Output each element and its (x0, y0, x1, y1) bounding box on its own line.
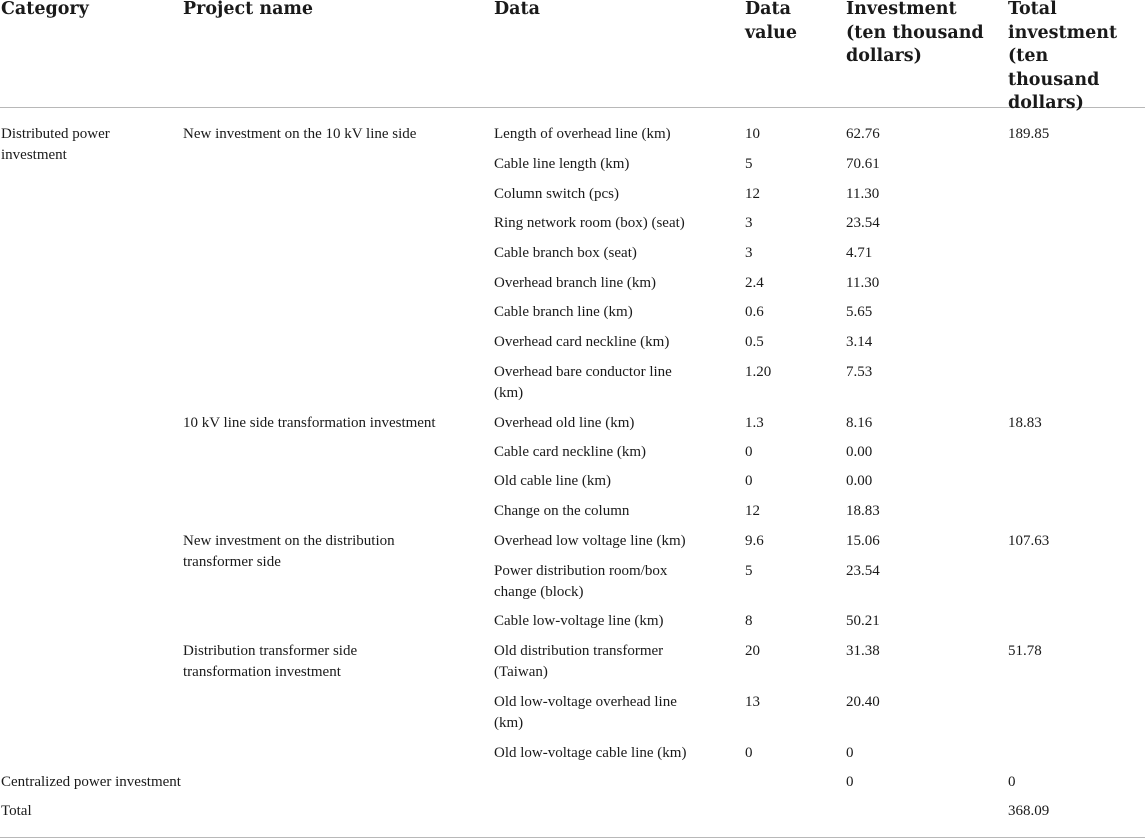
investment-cell: 31.38 (846, 643, 880, 659)
data-cell: Overhead old line (km) (494, 415, 635, 431)
data-value-cell: 0.6 (745, 304, 764, 320)
data-cell: Old cable line (km) (494, 473, 612, 489)
grand-total-value: 368.09 (1008, 803, 1050, 819)
investment-cell: 8.16 (846, 415, 873, 431)
data-value-cell: 9.6 (745, 533, 764, 549)
project-name-cell: New investment on the distribution transformer side (183, 533, 395, 570)
investment-cell: 62.76 (846, 126, 880, 142)
investment-cell: 3.14 (846, 334, 873, 350)
data-value-cell: 20 (745, 643, 760, 659)
data-value-cell: 13 (745, 694, 760, 710)
data-value-cell: 0 (745, 473, 753, 489)
category-cell: Distributed power investment (1, 126, 110, 163)
data-value-cell: 3 (745, 215, 753, 231)
investment-cell: 5.65 (846, 304, 873, 320)
data-cell: Overhead low voltage line (km) (494, 533, 686, 549)
data-value-cell: 5 (745, 563, 753, 579)
data-value-cell: 1.3 (745, 415, 764, 431)
total-label: Total (1, 803, 32, 819)
data-cell: Length of overhead line (km) (494, 126, 671, 142)
total-cell: 0 (1008, 774, 1016, 790)
data-value-cell: 10 (745, 126, 760, 142)
header-total-investment: Total investment (ten thousand dollars) (1008, 0, 1118, 113)
header-project-name: Project name (183, 0, 314, 19)
data-value-cell: 12 (745, 503, 760, 519)
data-value-cell: 0 (745, 444, 753, 460)
data-value-cell: 2.4 (745, 275, 764, 291)
investment-cell: 7.53 (846, 364, 873, 380)
header-data: Data (494, 0, 540, 19)
investment-cell: 23.54 (846, 215, 880, 231)
data-value-cell: 0.5 (745, 334, 764, 350)
header-category: Category (1, 0, 89, 19)
header-data-value: Data value (745, 0, 798, 43)
project-total-cell: 189.85 (1008, 126, 1050, 142)
data-cell: Old distribution transformer (Taiwan) (494, 643, 664, 680)
data-value-cell: 1.20 (745, 364, 772, 380)
project-name-cell: New investment on the 10 kV line side (183, 126, 417, 142)
data-cell: Cable line length (km) (494, 156, 630, 172)
investment-cell: 0 (846, 774, 854, 790)
data-value-cell: 8 (745, 613, 753, 629)
investment-cell: 70.61 (846, 156, 880, 172)
bottom-rule (0, 837, 1145, 838)
investment-cell: 4.71 (846, 245, 873, 261)
data-cell: Overhead bare conductor line (km) (494, 364, 672, 401)
investment-cell: 11.30 (846, 186, 880, 202)
data-cell: Old low-voltage cable line (km) (494, 745, 687, 761)
project-name-cell: 10 kV line side transformation investment (183, 415, 436, 431)
header-investment: Investment (ten thousand dollars) (846, 0, 984, 66)
investment-cell: 0.00 (846, 473, 873, 489)
data-cell: Cable card neckline (km) (494, 444, 647, 460)
investment-cell: 15.06 (846, 533, 880, 549)
investment-cell: 11.30 (846, 275, 880, 291)
data-cell: Cable branch box (seat) (494, 245, 637, 261)
investment-cell: 20.40 (846, 694, 880, 710)
data-cell: Column switch (pcs) (494, 186, 619, 202)
data-cell: Overhead card neckline (km) (494, 334, 670, 350)
project-total-cell: 51.78 (1008, 643, 1042, 659)
investment-cell: 23.54 (846, 563, 880, 579)
data-value-cell: 12 (745, 186, 760, 202)
data-cell: Cable branch line (km) (494, 304, 633, 320)
data-value-cell: 3 (745, 245, 753, 261)
investment-cell: 18.83 (846, 503, 880, 519)
data-cell: Change on the column (494, 503, 630, 519)
data-cell: Overhead branch line (km) (494, 275, 657, 291)
investment-cell: 0 (846, 745, 854, 761)
investment-cell: 50.21 (846, 613, 880, 629)
project-total-cell: 107.63 (1008, 533, 1050, 549)
table-header (0, 0, 1145, 113)
data-cell: Power distribution room/box change (block) (494, 563, 668, 600)
data-cell: Ring network room (box) (seat) (494, 215, 685, 231)
data-value-cell: 0 (745, 745, 753, 761)
project-name-cell: Distribution transformer side transformation investment (183, 643, 358, 680)
investment-cell: 0.00 (846, 444, 873, 460)
data-cell: Old low-voltage overhead line (km) (494, 694, 677, 731)
data-cell: Cable low-voltage line (km) (494, 613, 664, 629)
project-total-cell: 18.83 (1008, 415, 1042, 431)
data-value-cell: 5 (745, 156, 753, 172)
category-cell: Centralized power investment (1, 774, 181, 790)
